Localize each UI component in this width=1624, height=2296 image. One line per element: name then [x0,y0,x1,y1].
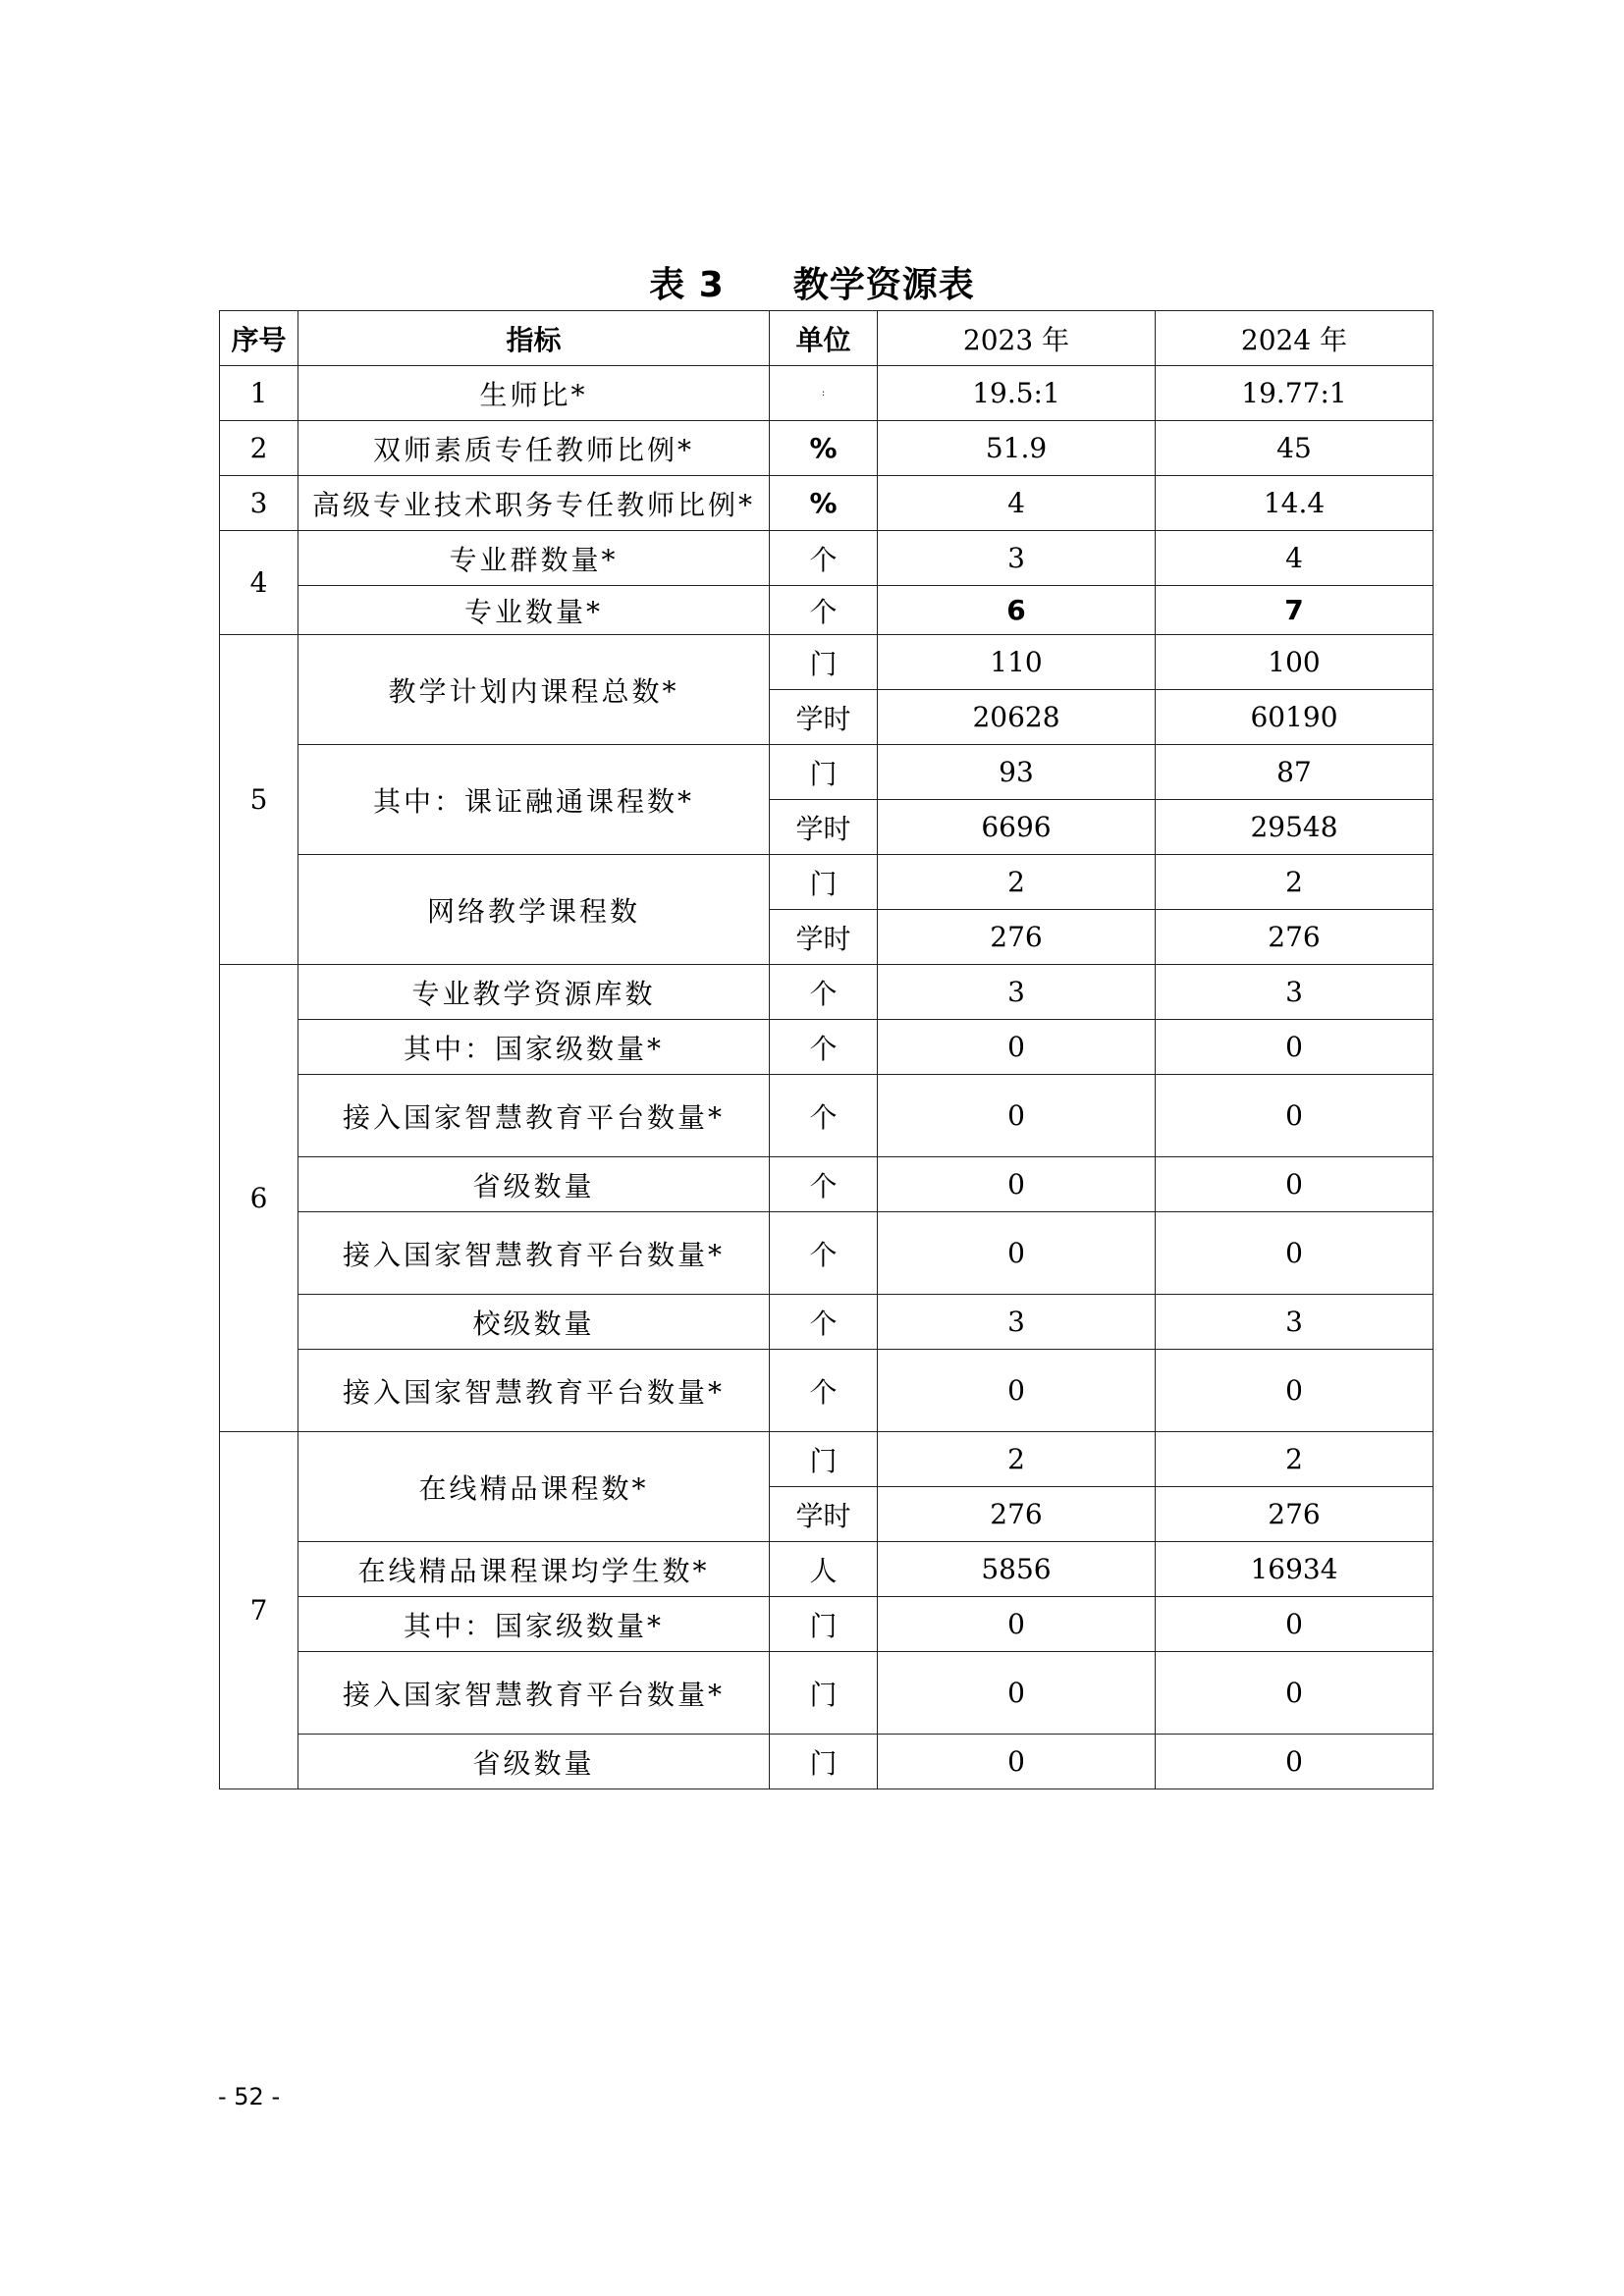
table-row [220,965,1434,1020]
value-2023-cell: 0 [878,1157,1156,1212]
value-2024-cell: 14.4 [1156,476,1434,531]
unit-cell: 个 [770,1212,878,1295]
seq-cell: 3 [220,476,298,531]
unit-cell: 门 [770,1432,878,1487]
indicator-cell: 接入国家智慧教育平台数量* [298,1652,770,1735]
table-row [220,421,1434,476]
unit-cell: 门 [770,635,878,690]
value-2023-cell: 110 [878,635,1156,690]
value-2023-cell: 0 [878,1075,1156,1157]
value-2024-cell: 87 [1156,745,1434,800]
teaching-resources-table [219,310,1434,1789]
table-row [220,745,1434,800]
unit-cell: 个 [770,1350,878,1432]
table-row [220,1157,1434,1212]
value-2024-cell: 0 [1156,1212,1434,1295]
unit-cell: : [770,366,878,421]
indicator-cell: 接入国家智慧教育平台数量* [298,1212,770,1295]
table-row [220,476,1434,531]
table-row [220,1075,1434,1157]
indicator-cell: 省级数量 [298,1735,770,1789]
unit-cell: 学时 [770,1487,878,1542]
table-row [220,366,1434,421]
unit-cell: 学时 [770,800,878,855]
value-2023-cell: 19.5:1 [878,366,1156,421]
value-2024-cell: 7 [1156,586,1434,635]
value-2023-cell: 20628 [878,690,1156,745]
unit-cell: 个 [770,1157,878,1212]
table-row [220,1652,1434,1735]
table-row [220,1542,1434,1597]
value-2024-cell: 16934 [1156,1542,1434,1597]
table-row [220,635,1434,690]
value-2024-cell: 19.77:1 [1156,366,1434,421]
unit-cell: 学时 [770,910,878,965]
value-2024-cell: 276 [1156,910,1434,965]
seq-cell: 5 [220,635,298,965]
table-row [220,586,1434,635]
unit-cell: % [770,476,878,531]
unit-cell: 门 [770,1597,878,1652]
indicator-cell: 其中：国家级数量* [298,1020,770,1075]
value-2023-cell: 5856 [878,1542,1156,1597]
value-2023-cell: 93 [878,745,1156,800]
value-2023-cell: 2 [878,855,1156,910]
header-unit: 单位 [770,311,878,366]
indicator-cell: 双师素质专任教师比例* [298,421,770,476]
page-number: - 52 - [218,2083,281,2110]
seq-cell: 7 [220,1432,298,1789]
header-2024: 2024 年 [1156,311,1434,366]
header-2023: 2023 年 [878,311,1156,366]
value-2023-cell: 3 [878,531,1156,586]
indicator-cell: 校级数量 [298,1295,770,1350]
unit-cell: 门 [770,855,878,910]
value-2024-cell: 0 [1156,1597,1434,1652]
value-2024-cell: 3 [1156,1295,1434,1350]
seq-cell: 2 [220,421,298,476]
unit-cell: 门 [770,1735,878,1789]
value-2024-cell: 0 [1156,1157,1434,1212]
indicator-cell: 生师比* [298,366,770,421]
value-2024-cell: 45 [1156,421,1434,476]
table-row [220,531,1434,586]
unit-cell: 个 [770,531,878,586]
indicator-cell: 专业教学资源库数 [298,965,770,1020]
unit-cell: 个 [770,1295,878,1350]
value-2024-cell: 0 [1156,1350,1434,1432]
unit-cell: % [770,421,878,476]
value-2023-cell: 276 [878,1487,1156,1542]
unit-cell: 门 [770,1652,878,1735]
value-2024-cell: 0 [1156,1020,1434,1075]
indicator-cell: 接入国家智慧教育平台数量* [298,1075,770,1157]
header-seq: 序号 [220,311,298,366]
table-row [220,1735,1434,1789]
value-2023-cell: 3 [878,965,1156,1020]
indicator-cell: 专业数量* [298,586,770,635]
indicator-cell: 在线精品课程数* [298,1432,770,1542]
value-2024-cell: 29548 [1156,800,1434,855]
value-2024-cell: 100 [1156,635,1434,690]
unit-cell: 个 [770,586,878,635]
indicator-cell: 其中：国家级数量* [298,1597,770,1652]
indicator-cell: 网络教学课程数 [298,855,770,965]
table-row [220,1350,1434,1432]
header-row [220,311,1434,366]
table-row [220,1432,1434,1487]
indicator-cell: 教学计划内课程总数* [298,635,770,745]
value-2024-cell: 4 [1156,531,1434,586]
indicator-cell: 高级专业技术职务专任教师比例* [298,476,770,531]
indicator-cell: 其中：课证融通课程数* [298,745,770,855]
indicator-cell: 在线精品课程课均学生数* [298,1542,770,1597]
unit-cell: 个 [770,965,878,1020]
value-2024-cell: 276 [1156,1487,1434,1542]
value-2023-cell: 2 [878,1432,1156,1487]
value-2023-cell: 276 [878,910,1156,965]
value-2023-cell: 0 [878,1652,1156,1735]
value-2023-cell: 0 [878,1212,1156,1295]
table-title [0,257,1624,307]
table-row [220,1295,1434,1350]
value-2024-cell: 60190 [1156,690,1434,745]
unit-cell: 门 [770,745,878,800]
value-2024-cell: 3 [1156,965,1434,1020]
value-2024-cell: 2 [1156,1432,1434,1487]
value-2023-cell: 51.9 [878,421,1156,476]
table-row [220,1020,1434,1075]
table-row [220,1212,1434,1295]
table-number: 表 3 [649,265,725,305]
table-row [220,855,1434,910]
seq-cell: 4 [220,531,298,635]
indicator-cell: 接入国家智慧教育平台数量* [298,1350,770,1432]
value-2023-cell: 3 [878,1295,1156,1350]
seq-cell: 1 [220,366,298,421]
value-2023-cell: 6 [878,586,1156,635]
value-2024-cell: 0 [1156,1652,1434,1735]
value-2023-cell: 0 [878,1597,1156,1652]
seq-cell: 6 [220,965,298,1432]
value-2023-cell: 0 [878,1735,1156,1789]
unit-cell: 个 [770,1020,878,1075]
unit-cell: 学时 [770,690,878,745]
indicator-cell: 省级数量 [298,1157,770,1212]
value-2023-cell: 6696 [878,800,1156,855]
header-indicator: 指标 [298,311,770,366]
value-2024-cell: 2 [1156,855,1434,910]
indicator-cell: 专业群数量* [298,531,770,586]
value-2023-cell: 4 [878,476,1156,531]
value-2024-cell: 0 [1156,1075,1434,1157]
table-caption: 教学资源表 [792,265,975,305]
value-2023-cell: 0 [878,1350,1156,1432]
value-2023-cell: 0 [878,1020,1156,1075]
unit-cell: 人 [770,1542,878,1597]
table-row [220,1597,1434,1652]
unit-cell: 个 [770,1075,878,1157]
value-2024-cell: 0 [1156,1735,1434,1789]
